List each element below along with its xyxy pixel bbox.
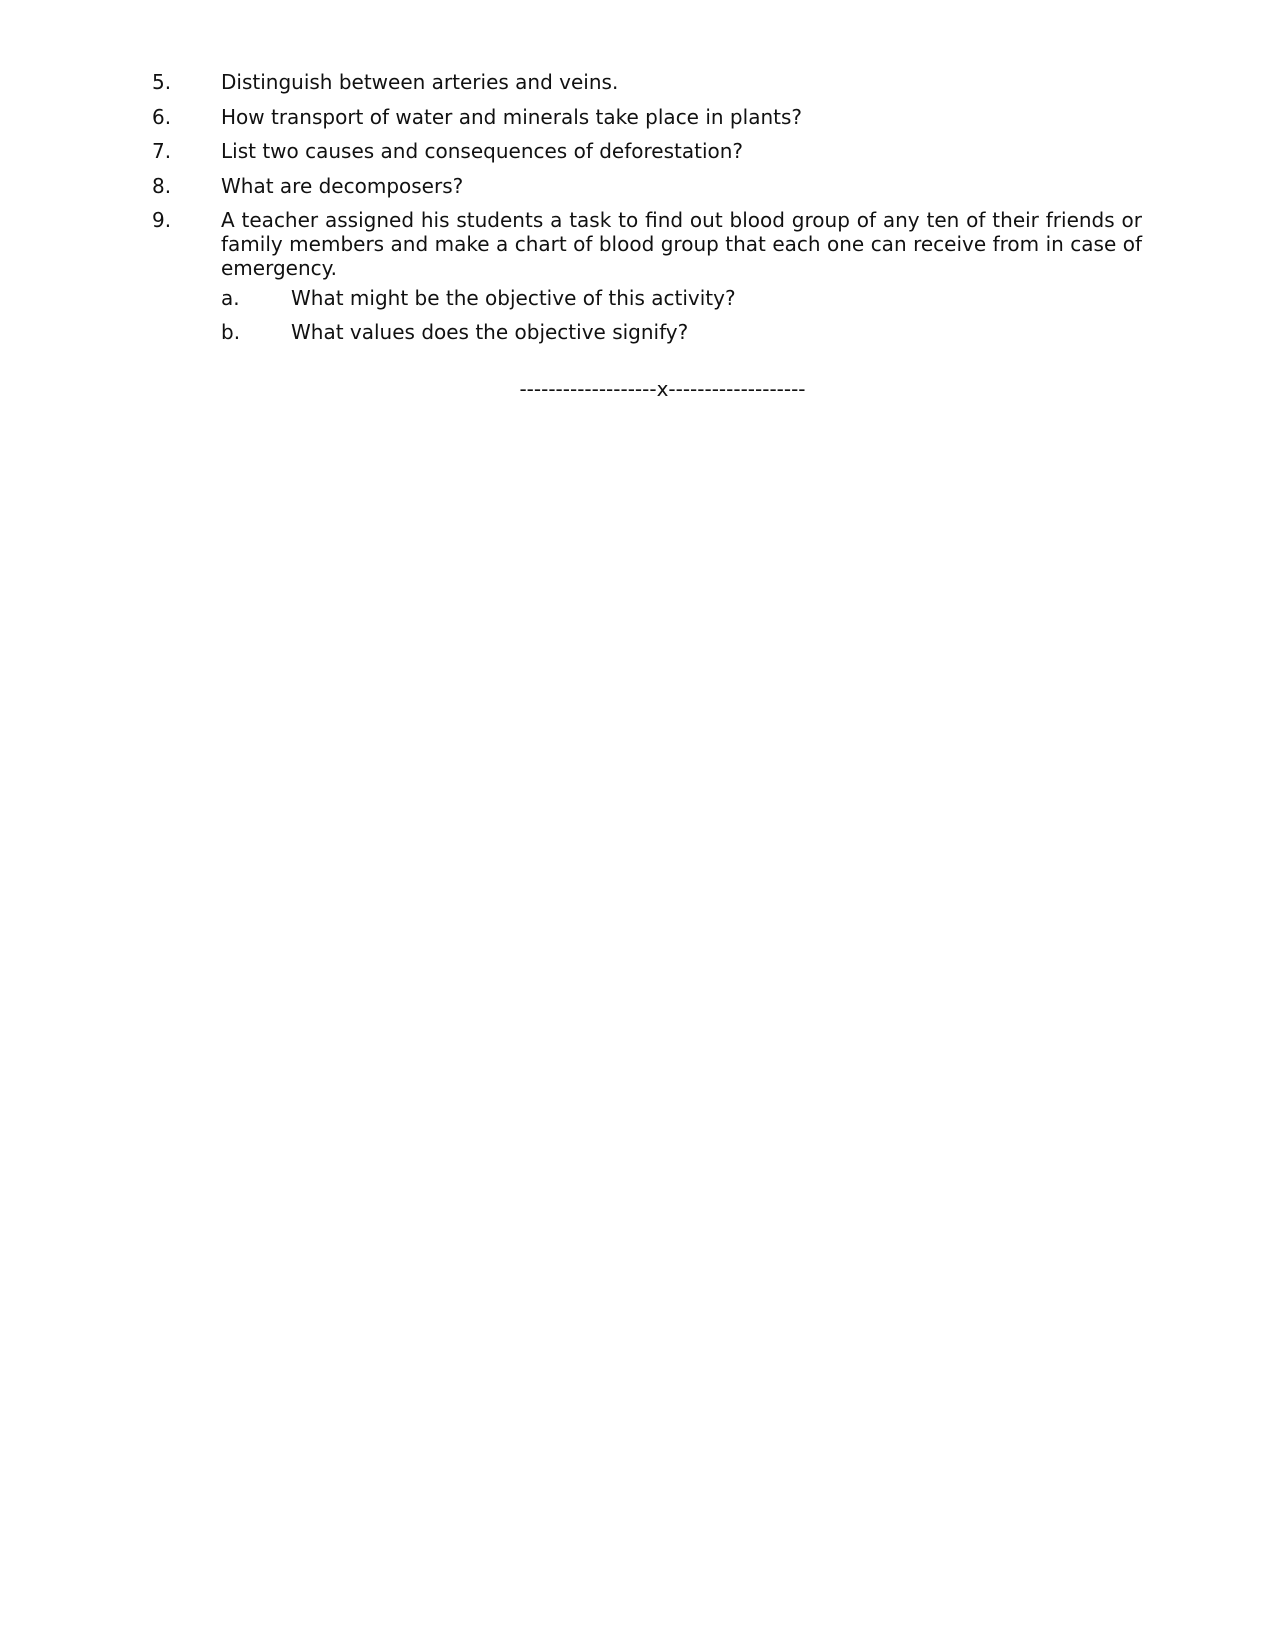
sub-question-b	[221, 320, 1121, 344]
question-text: What are decomposers?	[221, 174, 464, 198]
sub-question-label: b.	[221, 320, 241, 344]
question-8	[152, 174, 1142, 198]
question-number: 8.	[152, 174, 172, 198]
question-number: 6.	[152, 105, 172, 129]
question-5	[152, 70, 1142, 94]
sub-question-text: What might be the objective of this activity?	[291, 286, 736, 310]
question-7	[152, 139, 1142, 163]
question-number: 9.	[152, 208, 172, 232]
question-6	[152, 105, 1142, 129]
sub-question-a	[221, 286, 1121, 310]
question-number: 7.	[152, 139, 172, 163]
question-number: 5.	[152, 70, 172, 94]
sub-question-label: a.	[221, 286, 240, 310]
question-text: How transport of water and minerals take place in plants?	[221, 105, 802, 129]
question-9	[152, 208, 1142, 280]
sub-question-text: What values does the objective signify?	[291, 320, 689, 344]
question-text: Distinguish between arteries and veins.	[221, 70, 619, 94]
end-of-paper-marker: -------------------x-------------------	[519, 377, 806, 401]
question-text: List two causes and consequences of deforestation?	[221, 139, 744, 163]
question-text: A teacher assigned his students a task to find out blood group of any ten of their friends or family members and make a chart of blood group that each one can receive from in case of emergency.	[221, 208, 1142, 280]
